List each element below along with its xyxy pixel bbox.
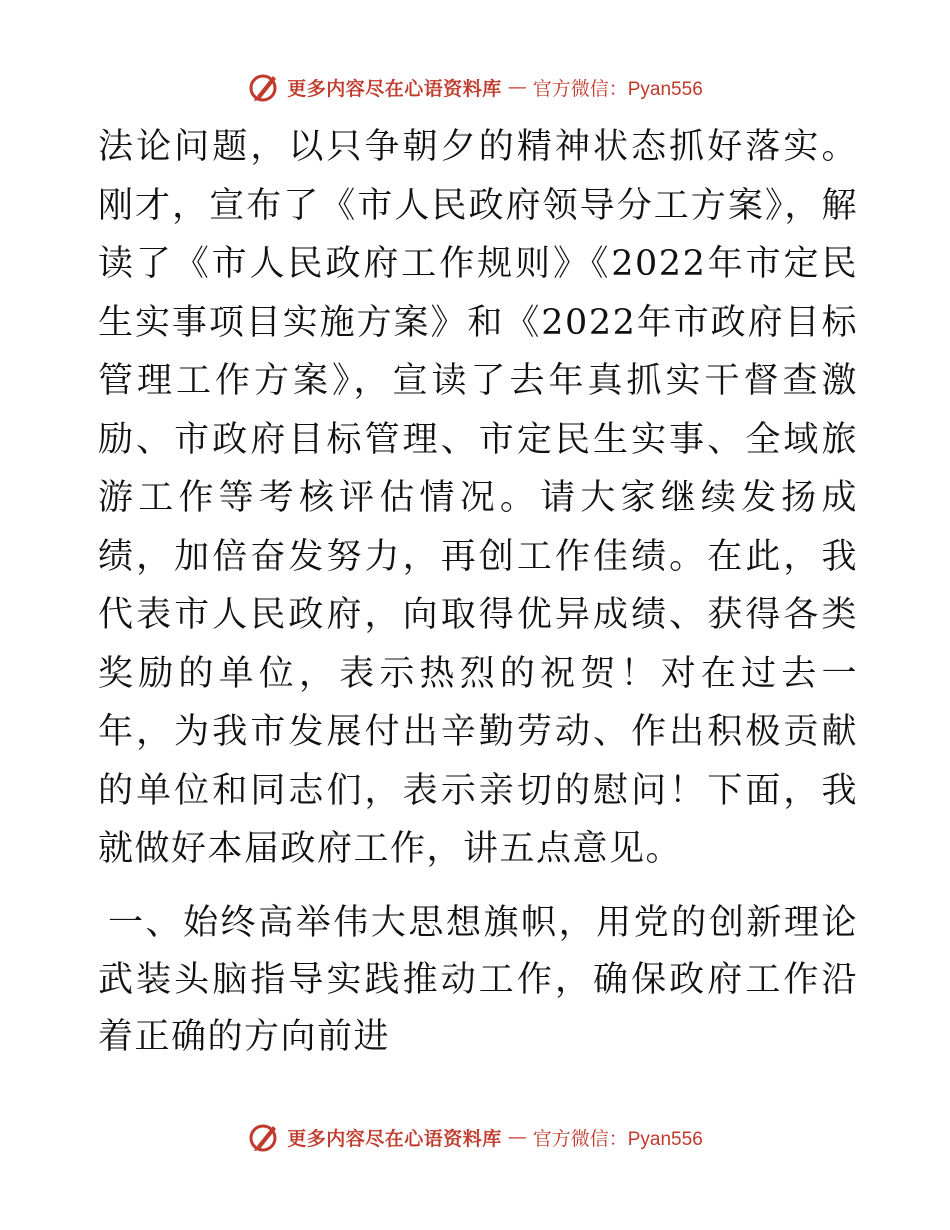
footer-separator: — xyxy=(507,1126,527,1148)
header-brand-text: 更多内容尽在心语资料库 xyxy=(287,77,502,100)
header-wechat-text: 官方微信：Pyan556 xyxy=(532,78,703,100)
footer-wechat-text: 官方微信：Pyan556 xyxy=(532,1128,703,1150)
pen-circle-icon xyxy=(247,70,281,104)
header-watermark xyxy=(0,70,950,104)
footer-brand-text: 更多内容尽在心语资料库 xyxy=(287,1127,502,1150)
document-body xyxy=(98,118,858,1066)
footer-watermark xyxy=(0,1120,950,1154)
header-separator: — xyxy=(507,76,527,98)
body-paragraph: 法论问题，以只争朝夕的精神状态抓好落实。刚才，宣布了《市人民政府领导分工方案》，解读了《市人民政府工作规则》《2022年市定民生实事项目实施方案》和《2022年市政府目标管理工作方案》，宣读了去年真抓实干督查激励、市政府目标管理、市定民生实事、全域旅游工作等考核评估情况。请大家继续发扬成绩，加倍奋发努力，再创工作佳绩。在此，我代表市人民政府，向取得优异成绩、获得各类奖励的单位，表示热烈的祝贺！对在过去一年，为我市发展付出辛勤劳动、作出积极贡献的单位和同志们，表示亲切的慰问！下面，我就做好本届政府工作，讲五点意见。 xyxy=(98,127,858,869)
section-heading: 一、始终高举伟大思想旗帜，用党的创新理论武装头脑指导实践推动工作，确保政府工作沿着正确的方向前进 xyxy=(98,902,858,1057)
pen-circle-icon xyxy=(247,1120,281,1154)
